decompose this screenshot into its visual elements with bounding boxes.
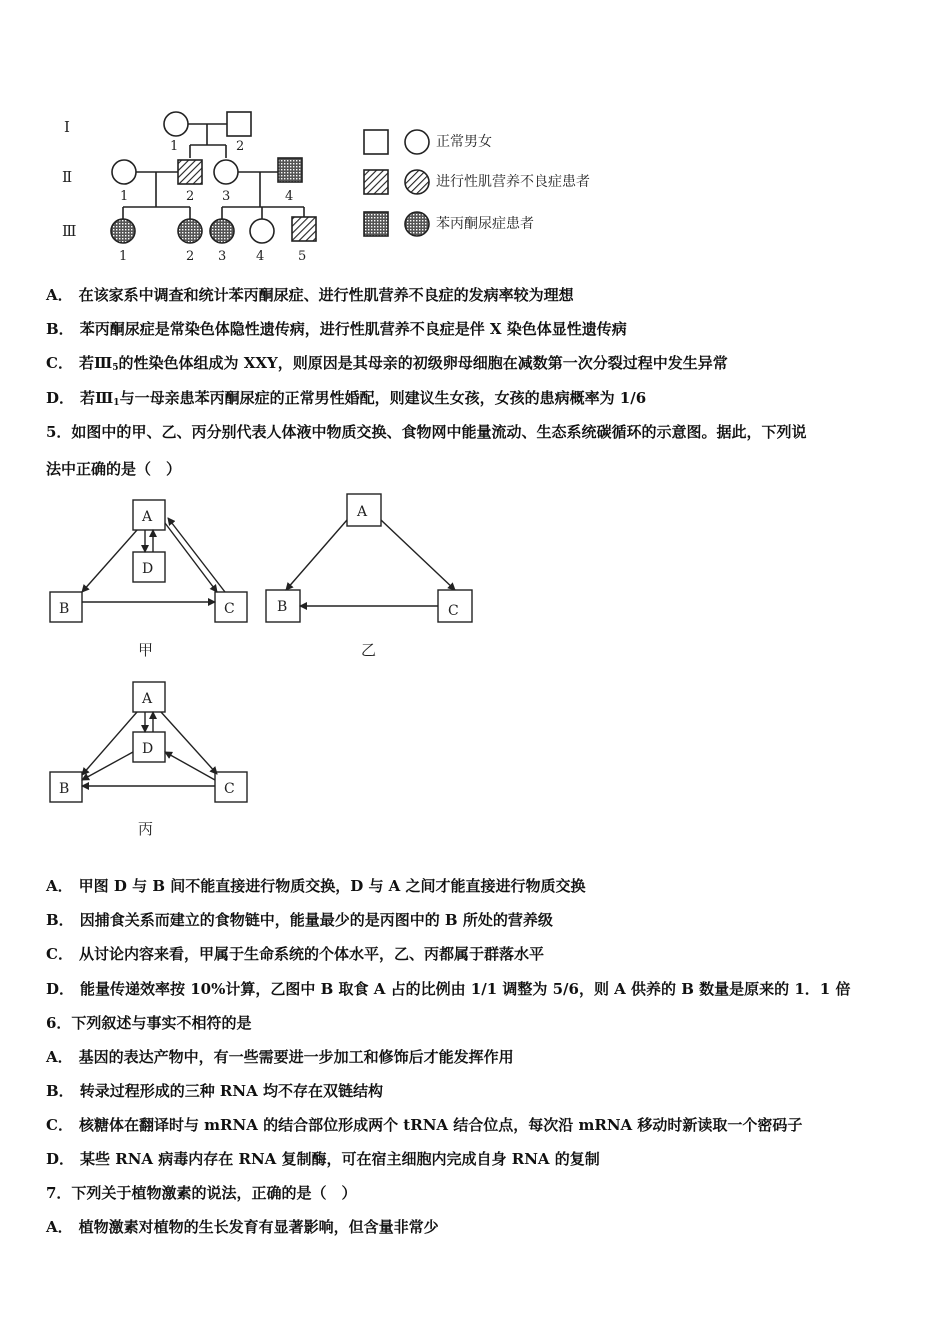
legend-dmd-female-symbol — [405, 170, 429, 194]
jia-label-c: C — [224, 601, 235, 617]
q5-stem-line2: 法中正确的是（ ） — [46, 460, 182, 478]
option-letter: A． — [46, 1218, 73, 1236]
q7-stem: 7．下列关于植物激素的说法，正确的是（ ） — [46, 1184, 357, 1202]
legend-normal-text: 正常男女 — [436, 134, 492, 150]
III4-female-normal — [250, 219, 274, 243]
q6-option-d — [46, 1149, 600, 1169]
yi-label-a: A — [357, 504, 368, 520]
option-text: 某些 RNA 病毒内存在 RNA 复制酶，可在宿主细胞内完成自身 RNA 的复制 — [80, 1150, 600, 1168]
yi-label-c: C — [448, 603, 459, 619]
legend-normal-female-symbol — [405, 130, 429, 154]
option-letter: D． — [46, 389, 75, 407]
gen-label-1: Ⅰ — [64, 118, 70, 136]
III3-number: 3 — [218, 249, 227, 264]
option-subscript: 5 — [112, 363, 119, 373]
bing-label-b: B — [59, 781, 70, 797]
q5-option-d — [46, 979, 850, 999]
pedigree-chart — [50, 100, 670, 270]
option-text: 核糖体在翻译时与 mRNA 的结合部位形成两个 tRNA 结合位点，每次沿 mRNA 移动时新读取一个密码子 — [78, 1116, 803, 1134]
option-letter: C． — [46, 354, 73, 372]
gen-label-2: Ⅱ — [62, 168, 73, 186]
option-letter: D． — [46, 1150, 75, 1168]
option-letter: B． — [46, 1082, 74, 1100]
I2-number: 2 — [236, 139, 245, 154]
q4-option-a — [46, 285, 574, 305]
II3-female-normal — [214, 160, 238, 184]
option-pre: 若Ⅲ — [80, 389, 114, 407]
bing-label-a: A — [142, 691, 153, 707]
option-letter: A． — [46, 877, 73, 895]
option-text: 在该家系中调查和统计苯丙酮尿症、进行性肌营养不良症的发病率较为理想 — [78, 286, 574, 304]
III1-female-pku — [111, 219, 135, 243]
q6-option-b — [46, 1081, 383, 1101]
option-letter: C． — [46, 945, 73, 963]
III5-number: 5 — [298, 249, 307, 264]
option-letter: C． — [46, 1116, 73, 1134]
option-letter: B． — [46, 320, 74, 338]
I1-female-normal — [164, 112, 188, 136]
q5-option-c — [46, 944, 544, 964]
II2-male-dmd — [178, 160, 202, 184]
legend-normal-male-symbol — [364, 130, 388, 154]
I1-number: 1 — [170, 139, 179, 154]
option-pre: 若Ⅲ — [78, 354, 113, 372]
q6-stem: 6．下列叙述与事实不相符的是 — [46, 1014, 252, 1032]
III5-male-dmd — [292, 217, 316, 241]
option-text: 基因的表达产物中，有一些需要进一步加工和修饰后才能发挥作用 — [78, 1048, 514, 1066]
caption-yi: 乙 — [361, 641, 377, 659]
q7-option-a — [46, 1217, 439, 1237]
III2-female-pku — [178, 219, 202, 243]
legend-dmd-male-symbol — [364, 170, 388, 194]
q6-option-c — [46, 1115, 802, 1135]
III1-number: 1 — [119, 249, 128, 264]
q5-option-a — [46, 876, 586, 896]
option-text: 植物激素对植物的生长发育有显著影响，但含量非常少 — [78, 1218, 439, 1236]
legend-pku-male-symbol — [364, 212, 388, 236]
bing-label-d: D — [142, 741, 154, 757]
III3-female-pku — [210, 219, 234, 243]
jia-label-b: B — [59, 601, 70, 617]
q5-stem-line1: 5．如图中的甲、乙、丙分别代表人体液中物质交换、食物网中能量流动、生态系统碳循环的示意图。据此，下列说 — [46, 423, 807, 441]
II1-number: 1 — [120, 189, 129, 204]
option-text: 甲图 D 与 B 间不能直接进行物质交换，D 与 A 之间才能直接进行物质交换 — [78, 877, 586, 895]
bing-label-c: C — [224, 781, 235, 797]
legend-dmd-text: 进行性肌营养不良症患者 — [436, 174, 590, 190]
q4-option-b — [46, 319, 627, 339]
legend-pku-text: 苯丙酮尿症患者 — [436, 216, 534, 232]
yi-label-b: B — [277, 599, 288, 615]
option-text: 因捕食关系而建立的食物链中，能量最少的是丙图中的 B 所处的营养级 — [79, 911, 553, 929]
II3-number: 3 — [222, 189, 231, 204]
III2-number: 2 — [186, 249, 195, 264]
jia-label-a: A — [142, 509, 153, 525]
II1-female-normal — [112, 160, 136, 184]
option-letter: A． — [46, 286, 73, 304]
q4-option-c — [46, 353, 728, 378]
jia-label-d: D — [142, 561, 154, 577]
option-text: 从讨论内容来看，甲属于生命系统的个体水平，乙、丙都属于群落水平 — [78, 945, 544, 963]
II2-number: 2 — [186, 189, 195, 204]
q6-option-a — [46, 1047, 514, 1067]
option-text: 与一母亲患苯丙酮尿症的正常男性婚配，则建议生女孩，女孩的患病概率为 1/6 — [119, 389, 647, 407]
option-subscript: 1 — [113, 398, 120, 408]
option-letter: A． — [46, 1048, 73, 1066]
q5-option-b — [46, 910, 553, 930]
legend-pku-female-symbol — [405, 212, 429, 236]
q4-option-d — [46, 388, 646, 413]
III4-number: 4 — [256, 249, 265, 264]
II4-male-pku — [278, 158, 302, 182]
II4-number: 4 — [285, 189, 294, 204]
gen-label-3: Ⅲ — [62, 222, 77, 240]
option-text: 的性染色体组成为 XXY，则原因是其母亲的初级卵母细胞在减数第一次分裂过程中发生异常 — [118, 354, 728, 372]
option-text: 转录过程形成的三种 RNA 均不存在双链结构 — [79, 1082, 383, 1100]
option-letter: D． — [46, 980, 75, 998]
caption-bing: 丙 — [138, 820, 154, 838]
I2-male-normal — [227, 112, 251, 136]
caption-jia: 甲 — [138, 641, 154, 659]
q5-diagrams — [45, 490, 495, 850]
option-text: 能量传递效率按 10%计算，乙图中 B 取食 A 占的比例由 1/1 调整为 5/6，则 A 供养的 B 数量是原来的 1．1 倍 — [80, 980, 851, 998]
option-letter: B． — [46, 911, 74, 929]
option-text: 苯丙酮尿症是常染色体隐性遗传病，进行性肌营养不良症是伴 X 染色体显性遗传病 — [79, 320, 627, 338]
